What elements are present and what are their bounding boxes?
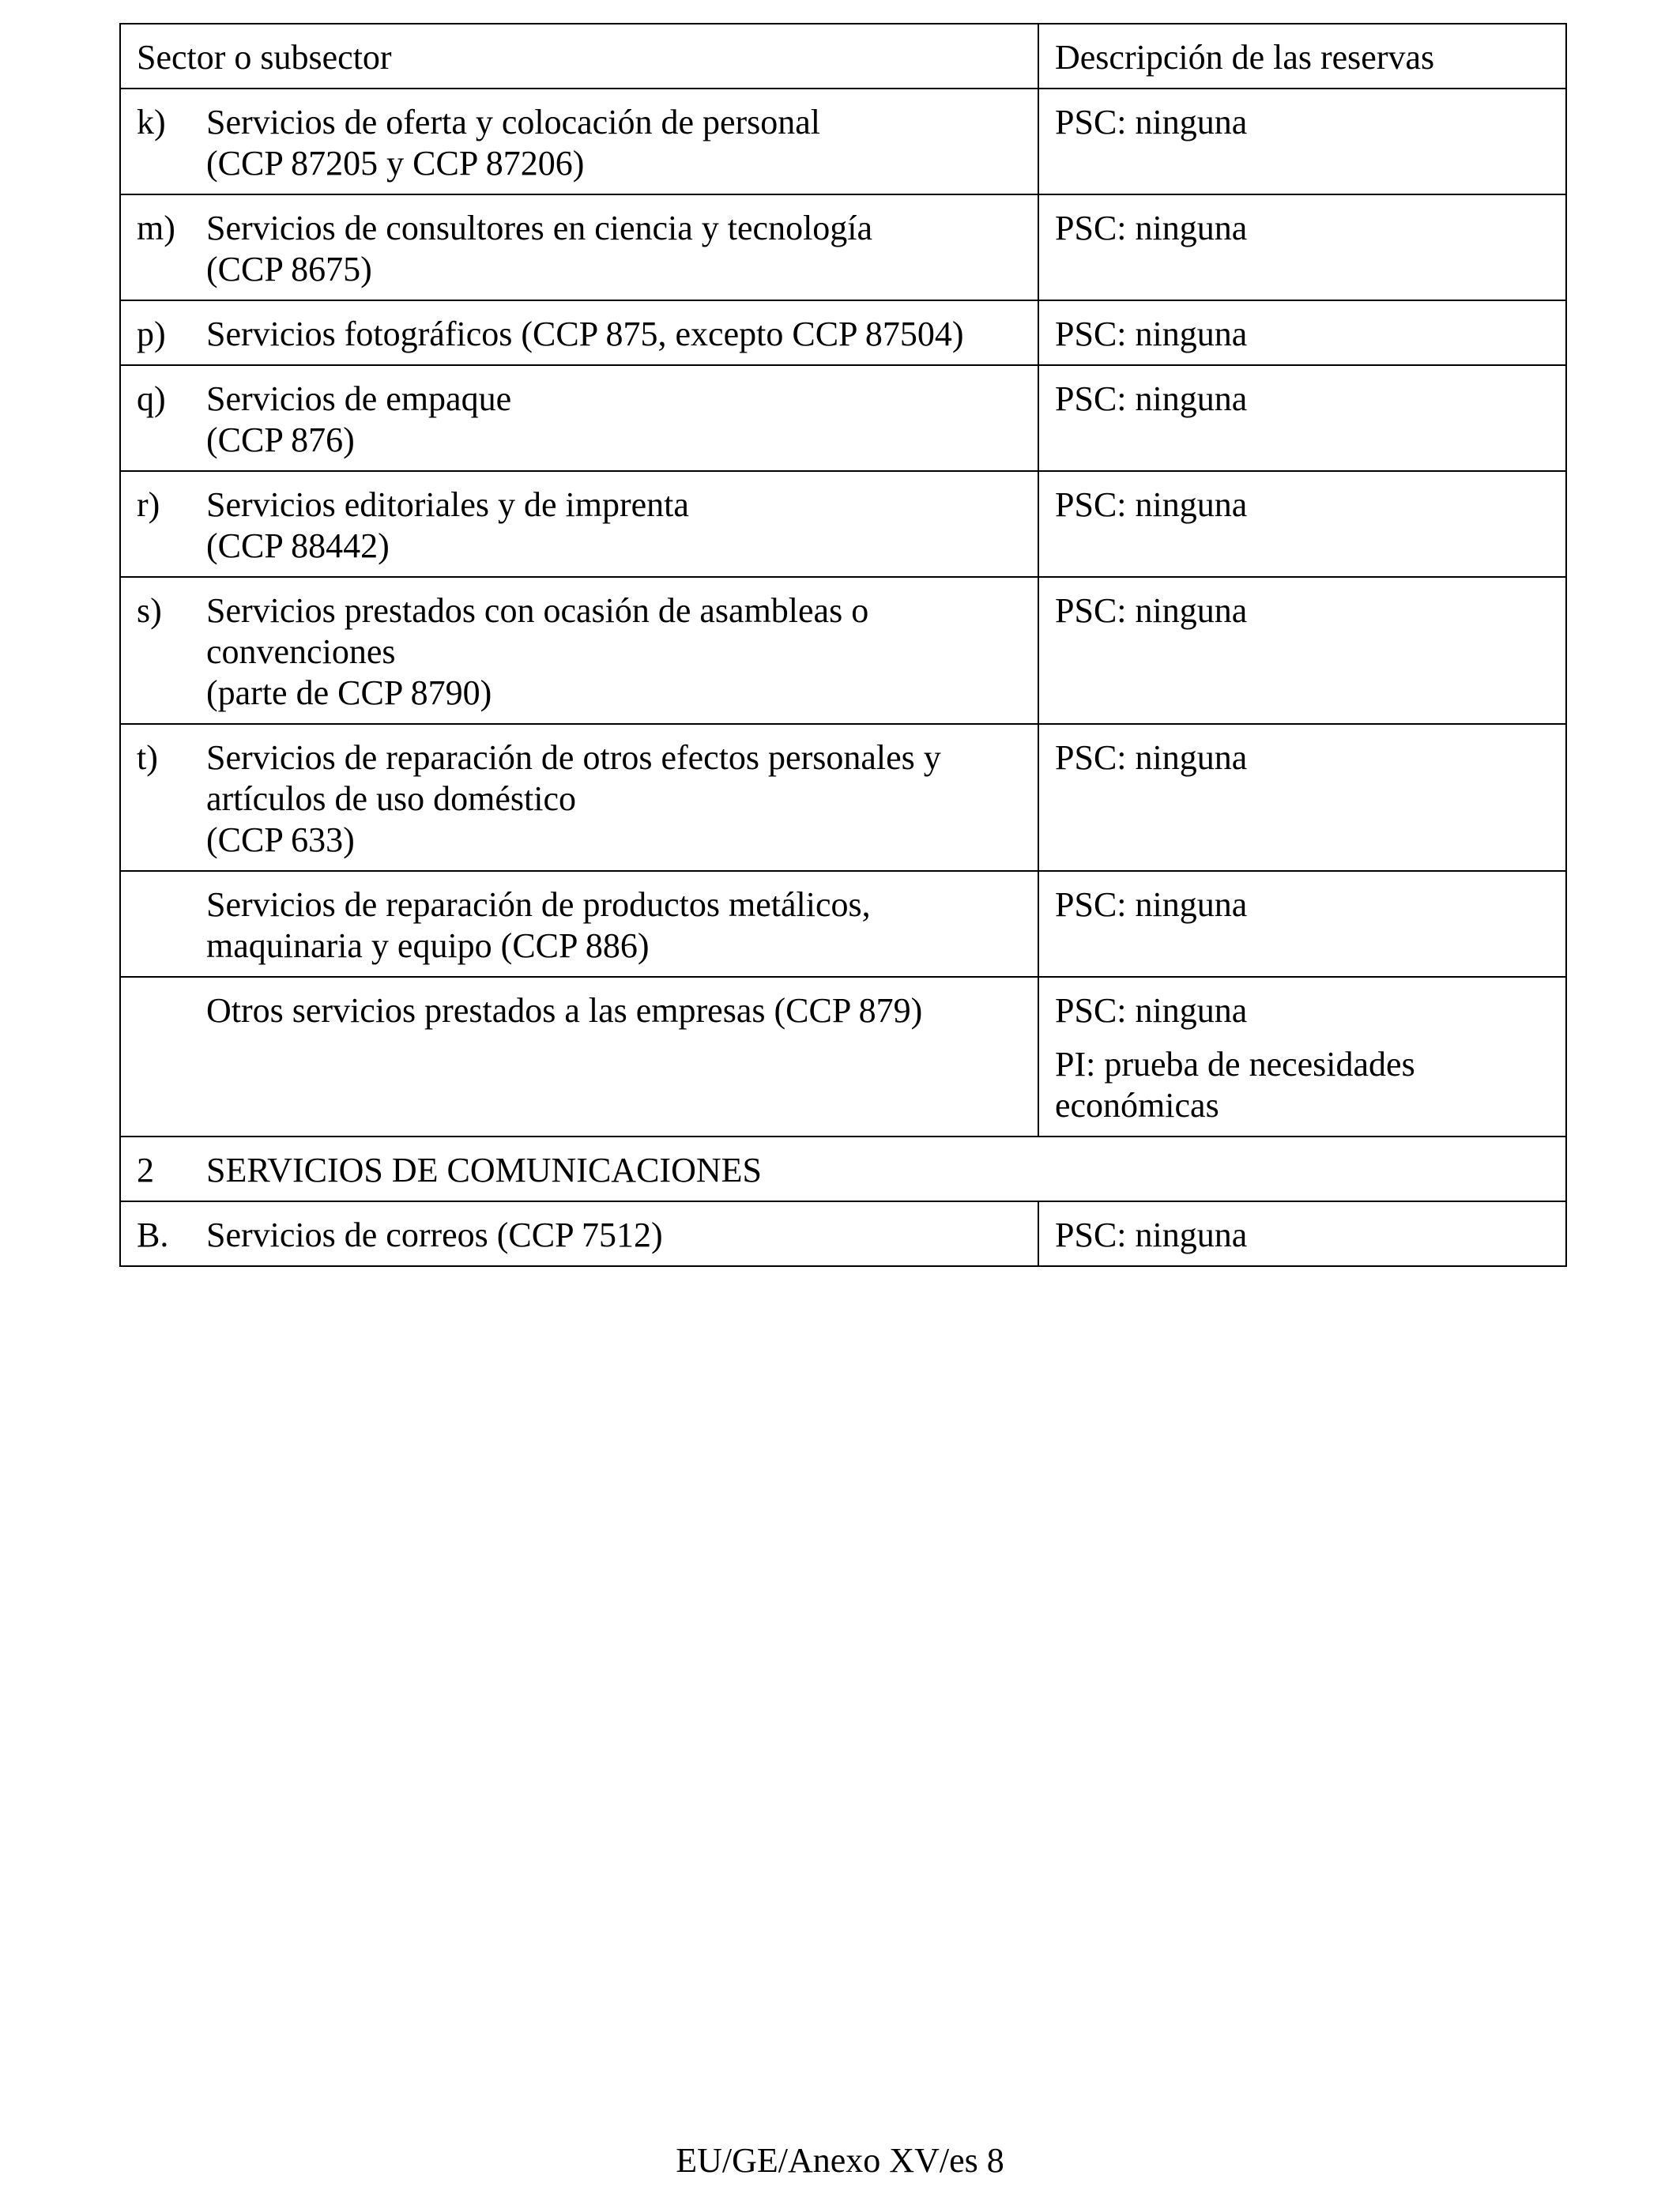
reservation-line: PSC: ninguna <box>1055 379 1248 418</box>
description-line: Servicios de reparación de otros efectos personales y <box>206 738 941 777</box>
row-letter <box>120 871 206 977</box>
row-reservation <box>1038 89 1566 194</box>
description-line: Servicios de empaque <box>206 379 512 418</box>
reservation-line: PSC: ninguna <box>1055 591 1248 630</box>
table-row <box>120 1201 1566 1266</box>
row-reservation <box>1038 471 1566 577</box>
description-line: (CCP 88442) <box>206 526 390 565</box>
row-letter: k) <box>120 89 206 194</box>
row-reservation <box>1038 724 1566 871</box>
section-title: SERVICIOS DE COMUNICACIONES <box>206 1137 1566 1201</box>
row-letter: q) <box>120 365 206 471</box>
row-reservation: PSC: ninguna <box>1038 1201 1566 1266</box>
description-line: Servicios de reparación de productos metálicos, <box>206 885 871 924</box>
reservation-line: PSC: ninguna <box>1055 738 1248 777</box>
row-description <box>206 871 1038 977</box>
description-line: Servicios de consultores en ciencia y tecnología <box>206 209 873 247</box>
row-reservation <box>1038 577 1566 724</box>
row-letter: r) <box>120 471 206 577</box>
row-letter: t) <box>120 724 206 871</box>
table-row <box>120 471 1566 577</box>
description-line: Servicios fotográficos (CCP 875, excepto CCP 87504) <box>206 315 964 353</box>
reservations-table <box>119 23 1567 1267</box>
description-line: (parte de CCP 8790) <box>206 673 492 712</box>
row-description <box>206 365 1038 471</box>
description-line: (CCP 876) <box>206 420 355 459</box>
reservation-line: PSC: ninguna <box>1055 315 1248 353</box>
table-row <box>120 194 1566 300</box>
section-number: 2 <box>120 1137 206 1201</box>
row-description <box>206 977 1038 1137</box>
description-line: Otros servicios prestados a las empresas (CCP 879) <box>206 991 923 1030</box>
row-description <box>206 300 1038 365</box>
row-reservation <box>1038 977 1566 1137</box>
table-header-row <box>120 24 1566 89</box>
table-row <box>120 871 1566 977</box>
row-description <box>206 577 1038 724</box>
table-row <box>120 724 1566 871</box>
row-letter: p) <box>120 300 206 365</box>
row-reservation <box>1038 365 1566 471</box>
description-line: convenciones <box>206 632 396 671</box>
description-line: (CCP 87205 y CCP 87206) <box>206 144 585 183</box>
row-description: Servicios de correos (CCP 7512) <box>206 1201 1038 1266</box>
description-line: Servicios prestados con ocasión de asambleas o <box>206 591 869 630</box>
table-row <box>120 365 1566 471</box>
page-footer-reference: EU/GE/Anexo XV/es 8 <box>676 2141 1004 2180</box>
row-description <box>206 724 1038 871</box>
description-line: Servicios de oferta y colocación de personal <box>206 103 821 141</box>
reservation-line: PSC: ninguna <box>1055 209 1248 247</box>
table-row <box>120 89 1566 194</box>
row-letter: m) <box>120 194 206 300</box>
table-row <box>120 577 1566 724</box>
reservation-line: PSC: ninguna <box>1055 485 1248 524</box>
section-row <box>120 1137 1566 1201</box>
row-description <box>206 471 1038 577</box>
row-letter <box>120 977 206 1137</box>
reservation-line: PSC: ninguna <box>1055 885 1248 924</box>
description-line: artículos de uso doméstico <box>206 779 577 818</box>
reservation-line: PSC: ninguna <box>1055 103 1248 141</box>
table-row <box>120 300 1566 365</box>
row-description <box>206 89 1038 194</box>
row-letter: s) <box>120 577 206 724</box>
table-row <box>120 977 1566 1137</box>
row-reservation <box>1038 871 1566 977</box>
row-reservation <box>1038 194 1566 300</box>
row-reservation <box>1038 300 1566 365</box>
description-line: (CCP 8675) <box>206 250 372 288</box>
header-sector: Sector o subsector <box>120 24 1038 89</box>
header-reservations: Descripción de las reservas <box>1038 24 1566 89</box>
reservation-line: PI: prueba de necesidades económicas <box>1055 1045 1415 1125</box>
description-line: (CCP 633) <box>206 820 355 859</box>
reservation-line: PSC: ninguna <box>1055 991 1248 1030</box>
description-line: Servicios editoriales y de imprenta <box>206 485 689 524</box>
row-description <box>206 194 1038 300</box>
description-line: maquinaria y equipo (CCP 886) <box>206 926 650 965</box>
row-letter: B. <box>120 1201 206 1266</box>
